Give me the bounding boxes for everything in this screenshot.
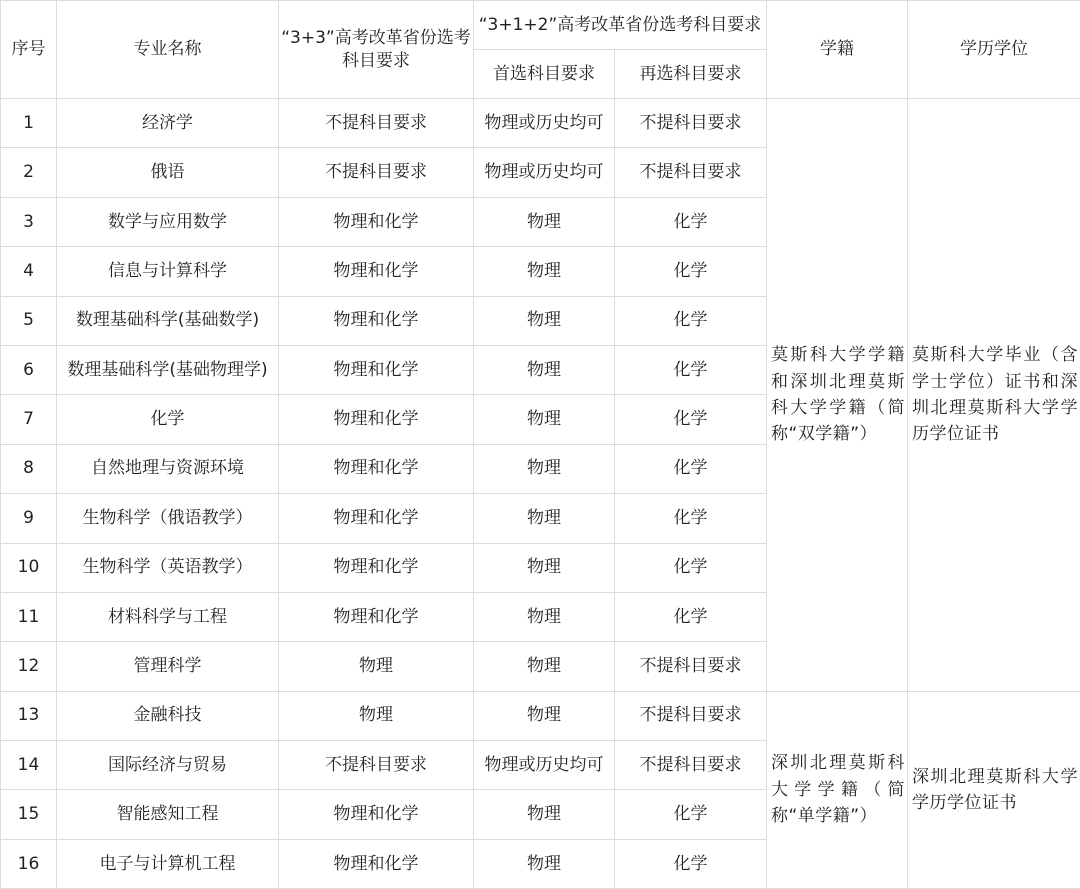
cell-index: 9 [1,494,57,543]
cell-index: 10 [1,543,57,592]
header-status: 学籍 [767,1,908,99]
single-status-cell: 深圳北理莫斯科大学学籍（简称“单学籍”） [767,691,908,889]
cell-secondary-subject: 化学 [615,296,767,345]
cell-primary-subject: 物理 [474,197,615,246]
cell-index: 16 [1,839,57,888]
cell-req-33: 物理和化学 [279,395,474,444]
cell-index: 7 [1,395,57,444]
cell-secondary-subject: 化学 [615,197,767,246]
cell-req-33: 物理和化学 [279,839,474,888]
cell-index: 1 [1,99,57,148]
cell-secondary-subject: 化学 [615,395,767,444]
cell-major: 国际经济与贸易 [57,741,279,790]
header-index: 序号 [1,1,57,99]
cell-secondary-subject: 化学 [615,592,767,641]
cell-primary-subject: 物理 [474,543,615,592]
cell-req-33: 物理和化学 [279,247,474,296]
cell-req-33: 不提科目要求 [279,148,474,197]
cell-index: 13 [1,691,57,740]
table-body [1,99,1080,889]
cell-major: 数理基础科学(基础物理学) [57,345,279,394]
cell-major: 数理基础科学(基础数学) [57,296,279,345]
cell-primary-subject: 物理 [474,592,615,641]
cell-req-33: 物理和化学 [279,296,474,345]
header-degree: 学历学位 [908,1,1080,99]
double-degree-cell: 莫斯科大学毕业（含学士学位）证书和深圳北理莫斯科大学学历学位证书 [908,99,1080,692]
cell-major: 俄语 [57,148,279,197]
cell-secondary-subject: 化学 [615,790,767,839]
cell-primary-subject: 物理或历史均可 [474,99,615,148]
cell-index: 6 [1,345,57,394]
cell-major: 生物科学（俄语教学） [57,494,279,543]
cell-req-33: 物理和化学 [279,345,474,394]
cell-major: 数学与应用数学 [57,197,279,246]
header-primary-subject: 首选科目要求 [474,50,615,99]
cell-primary-subject: 物理 [474,839,615,888]
table-row [1,99,1080,148]
cell-major: 经济学 [57,99,279,148]
cell-req-33: 物理和化学 [279,494,474,543]
cell-primary-subject: 物理或历史均可 [474,148,615,197]
cell-index: 2 [1,148,57,197]
cell-major: 管理科学 [57,642,279,691]
double-status-cell: 莫斯科大学学籍和深圳北理莫斯科大学学籍（简称“双学籍”） [767,99,908,692]
table-header [1,1,1080,99]
cell-req-33: 物理和化学 [279,592,474,641]
cell-req-33: 物理和化学 [279,197,474,246]
cell-req-33: 不提科目要求 [279,741,474,790]
cell-major: 智能感知工程 [57,790,279,839]
cell-secondary-subject: 化学 [615,247,767,296]
cell-req-33: 物理和化学 [279,790,474,839]
cell-secondary-subject: 化学 [615,345,767,394]
cell-secondary-subject: 不提科目要求 [615,691,767,740]
cell-req-33: 不提科目要求 [279,99,474,148]
cell-secondary-subject: 不提科目要求 [615,99,767,148]
cell-major: 化学 [57,395,279,444]
cell-secondary-subject: 化学 [615,494,767,543]
cell-index: 12 [1,642,57,691]
cell-req-33: 物理和化学 [279,543,474,592]
cell-secondary-subject: 不提科目要求 [615,741,767,790]
header-req-312: “3+1+2”高考改革省份选考科目要求 [474,1,767,50]
single-degree-cell: 深圳北理莫斯科大学学历学位证书 [908,691,1080,889]
cell-req-33: 物理 [279,691,474,740]
cell-major: 电子与计算机工程 [57,839,279,888]
cell-secondary-subject: 化学 [615,444,767,493]
cell-primary-subject: 物理 [474,395,615,444]
cell-req-33: 物理和化学 [279,444,474,493]
cell-index: 8 [1,444,57,493]
cell-major: 生物科学（英语教学） [57,543,279,592]
cell-secondary-subject: 化学 [615,543,767,592]
cell-index: 14 [1,741,57,790]
header-req-33: “3+3”高考改革省份选考科目要求 [279,1,474,99]
cell-primary-subject: 物理 [474,790,615,839]
cell-secondary-subject: 不提科目要求 [615,642,767,691]
cell-req-33: 物理 [279,642,474,691]
cell-primary-subject: 物理 [474,494,615,543]
cell-index: 15 [1,790,57,839]
table-row [1,691,1080,740]
cell-secondary-subject: 化学 [615,839,767,888]
cell-primary-subject: 物理 [474,642,615,691]
header-secondary-subject: 再选科目要求 [615,50,767,99]
cell-index: 4 [1,247,57,296]
cell-primary-subject: 物理 [474,345,615,394]
cell-primary-subject: 物理 [474,247,615,296]
cell-major: 信息与计算科学 [57,247,279,296]
cell-secondary-subject: 不提科目要求 [615,148,767,197]
cell-primary-subject: 物理 [474,691,615,740]
cell-index: 5 [1,296,57,345]
cell-primary-subject: 物理 [474,444,615,493]
cell-major: 金融科技 [57,691,279,740]
cell-index: 11 [1,592,57,641]
cell-primary-subject: 物理或历史均可 [474,741,615,790]
cell-major: 自然地理与资源环境 [57,444,279,493]
cell-major: 材料科学与工程 [57,592,279,641]
cell-primary-subject: 物理 [474,296,615,345]
header-major: 专业名称 [57,1,279,99]
cell-index: 3 [1,197,57,246]
